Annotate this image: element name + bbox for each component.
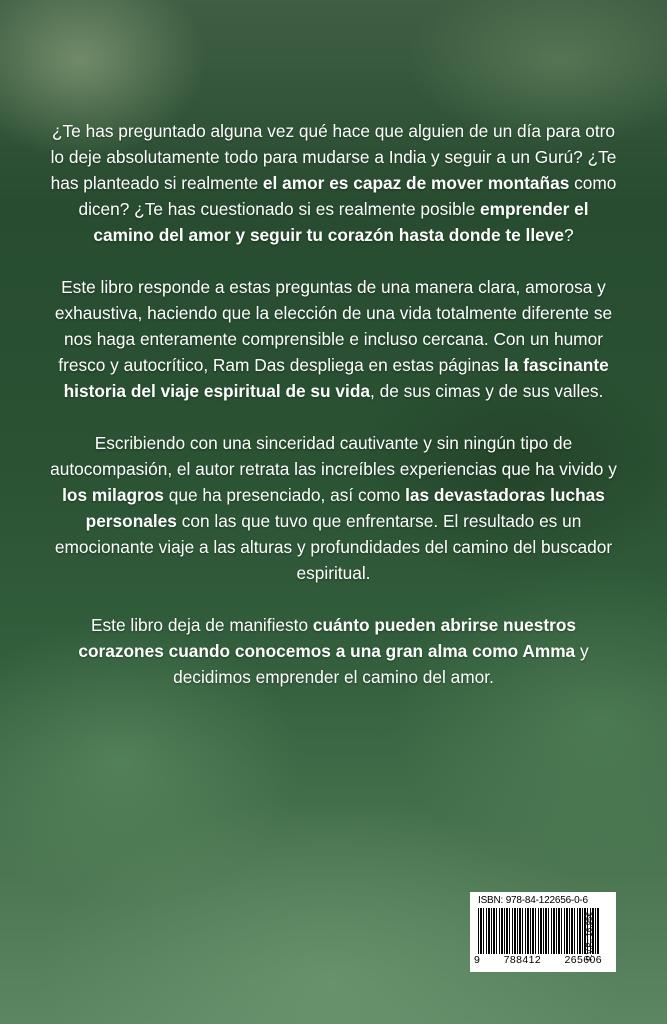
barcode-label bbox=[470, 892, 616, 972]
barcode-digit-group-1: 788412 bbox=[503, 954, 542, 966]
bold-phrase: cuánto pueden abrirse nuestros corazones cuando conocemos a una gran alma como Amma bbox=[78, 615, 577, 661]
text-run: y decidimos emprender el camino del amor. bbox=[173, 641, 589, 687]
isbn-text: ISBN: 978-84-122656-0-6 bbox=[478, 895, 588, 906]
paragraph-3 bbox=[50, 430, 617, 586]
text-run: como dicen? ¿Te has cuestionado si es realmente posible bbox=[78, 173, 617, 219]
text-run: Escribiendo con una sinceridad cautivante y sin ningún tipo de autocompasión, el autor retrata las increíbles experiencias que ha vivido y bbox=[50, 433, 617, 479]
barcode-bars bbox=[478, 908, 600, 954]
paragraph-4 bbox=[50, 612, 617, 690]
text-run: Este libro deja de manifiesto bbox=[90, 615, 313, 635]
text-run: ¿Te has preguntado alguna vez qué hace que alguien de un día para otro lo deje absolutamente todo para mudarse a India y seguir a un Gurú? ¿Te has planteado si realmente bbox=[50, 121, 617, 193]
text-run: , de sus cimas y de sus valles. bbox=[369, 381, 604, 401]
bold-phrase: los milagros bbox=[62, 485, 164, 505]
text-run: que ha presenciado, así como bbox=[163, 485, 406, 505]
barcode-digits bbox=[474, 954, 602, 966]
bold-phrase: las devastadoras luchas personales bbox=[85, 485, 605, 531]
price-text: P.V.P.: 16,95€ bbox=[585, 912, 595, 961]
paragraph-2 bbox=[50, 274, 617, 404]
paragraph-1 bbox=[50, 118, 617, 248]
bold-phrase: el amor es capaz de mover montañas bbox=[262, 173, 570, 193]
text-run: ? bbox=[563, 225, 574, 245]
bold-phrase: emprender el camino del amor y seguir tu corazón hasta donde te lleve bbox=[93, 199, 589, 245]
barcode-digit-prefix: 9 bbox=[474, 954, 481, 966]
text-run: Este libro responde a estas preguntas de una manera clara, amorosa y exhaustiva, haciendo que la elección de una vida totalmente diferente se nos haga enteramente comprensible e incluso cercana. Con un humor fresco y autocrítico, Ram Das despliega en estas páginas bbox=[54, 277, 613, 375]
back-cover-text bbox=[50, 118, 617, 716]
barcode-digit-group-2: 265606 bbox=[564, 954, 602, 966]
text-run: con las que tuvo que enfrentarse. El resultado es un emocionante viaje a las alturas y profundidades del camino del buscador espiritual. bbox=[54, 511, 613, 583]
bold-phrase: la fascinante historia del viaje espiritual de su vida bbox=[63, 355, 609, 401]
